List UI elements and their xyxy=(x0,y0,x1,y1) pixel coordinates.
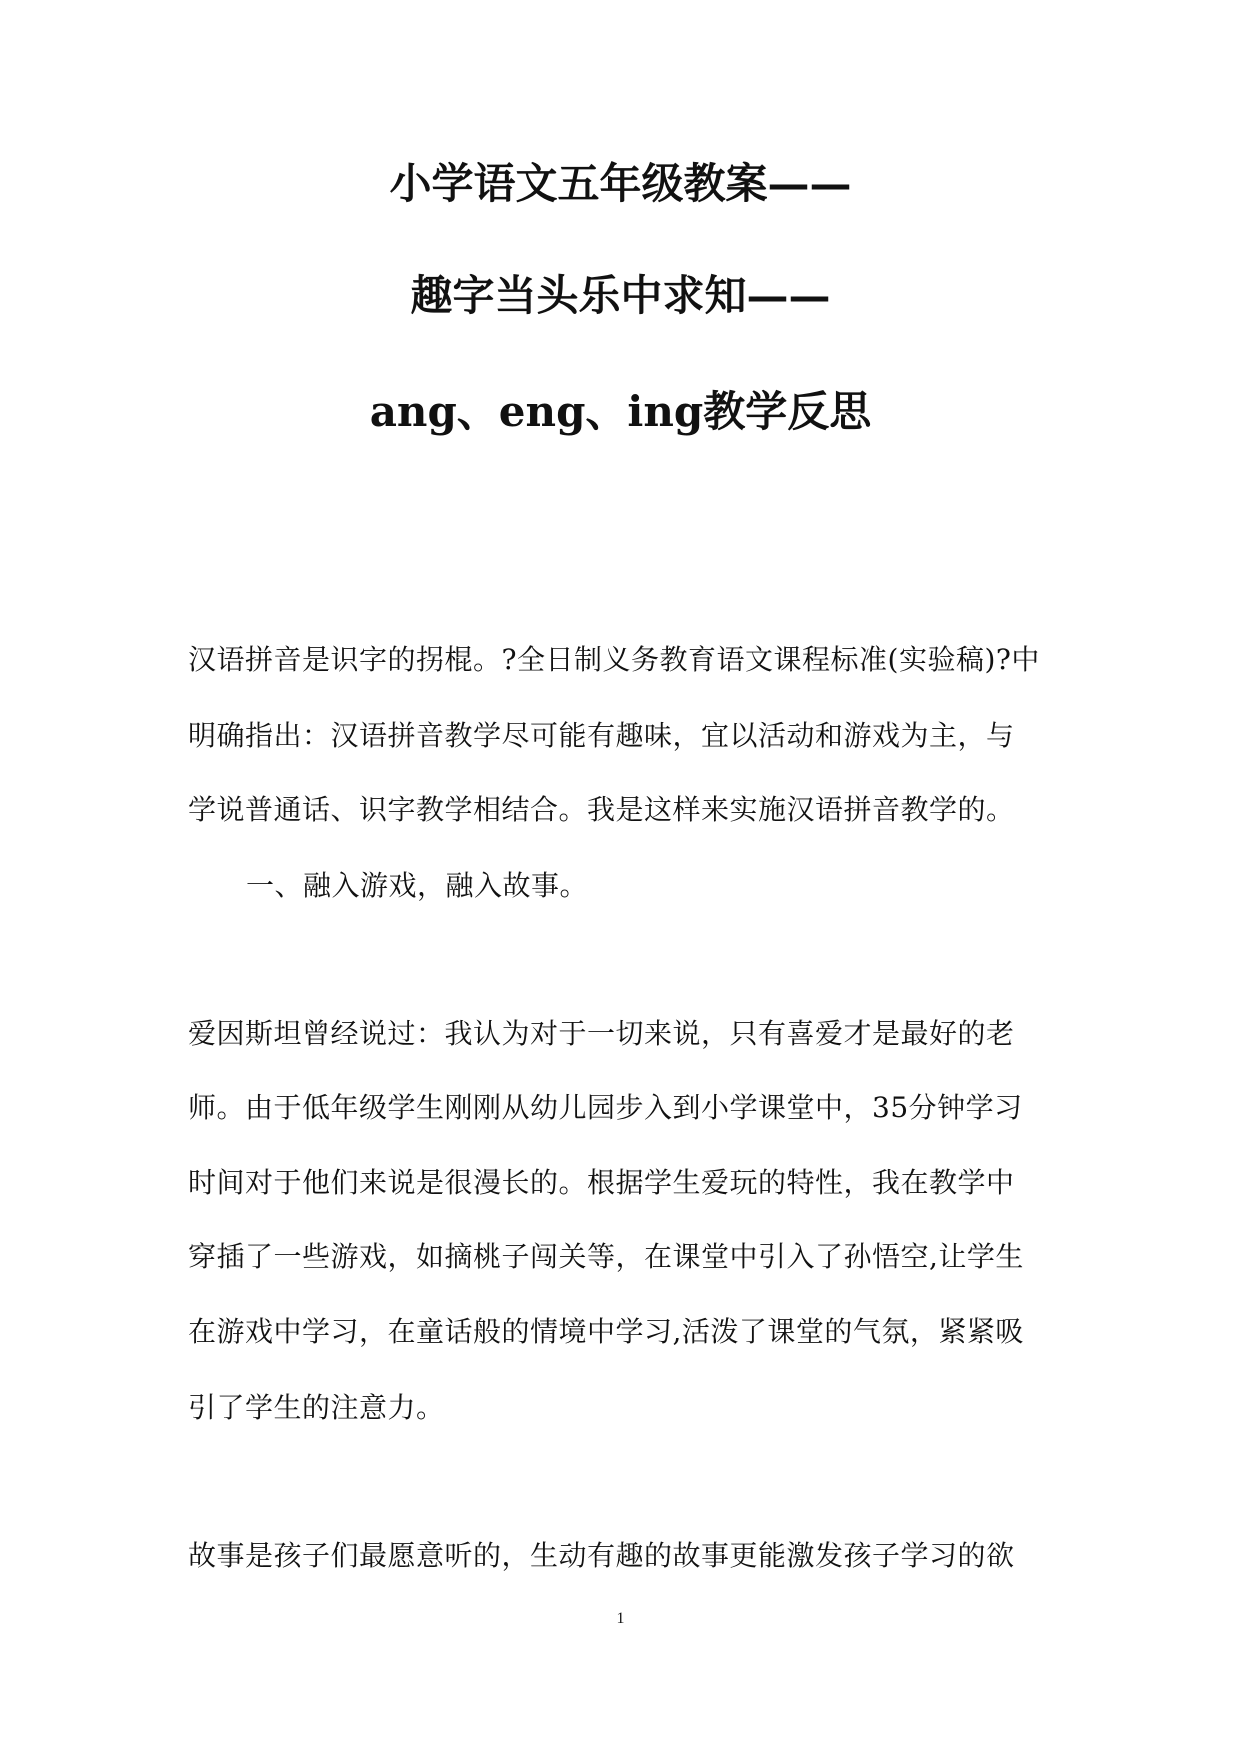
document-title-line-1: 小学语文五年级教案—— xyxy=(389,159,852,208)
paragraph-2-line-6: 引了学生的注意力。 xyxy=(188,1391,445,1424)
page-number: 1 xyxy=(616,1610,625,1627)
paragraph-2-line-3: 时间对于他们来说是很漫长的。根据学生爱玩的特性，我在教学中 xyxy=(188,1166,1015,1199)
paragraph-3-line-1: 故事是孩子们最愿意听的，生动有趣的故事更能激发孩子学习的欲 xyxy=(188,1539,1015,1572)
document-title-line-2: 趣字当头乐中求知—— xyxy=(410,271,831,320)
paragraph-2-line-1: 爱因斯坦曾经说过：我认为对于一切来说，只有喜爱才是最好的老 xyxy=(188,1017,1015,1050)
paragraph-1-line-3: 学说普通话、识字教学相结合。我是这样来实施汉语拼音教学的。 xyxy=(188,793,1015,826)
paragraph-1-line-1: 汉语拼音是识字的拐棍。?全日制义务教育语文课程标准(实验稿)?中 xyxy=(188,643,1040,676)
section-heading: 一、融入游戏，融入故事。 xyxy=(246,869,589,902)
paragraph-2-line-4: 穿插了一些游戏，如摘桃子闯关等，在课堂中引入了孙悟空,让学生 xyxy=(188,1240,1024,1273)
document-title-line-3: ang、eng、ing教学反思 xyxy=(369,387,872,436)
paragraph-2-line-2: 师。由于低年级学生刚刚从幼儿园步入到小学课堂中，35分钟学习 xyxy=(188,1091,1023,1124)
paragraph-1-line-2: 明确指出：汉语拼音教学尽可能有趣味，宜以活动和游戏为主，与 xyxy=(188,719,1015,752)
paragraph-2-line-5: 在游戏中学习，在童话般的情境中学习,活泼了课堂的气氛，紧紧吸 xyxy=(188,1315,1024,1348)
